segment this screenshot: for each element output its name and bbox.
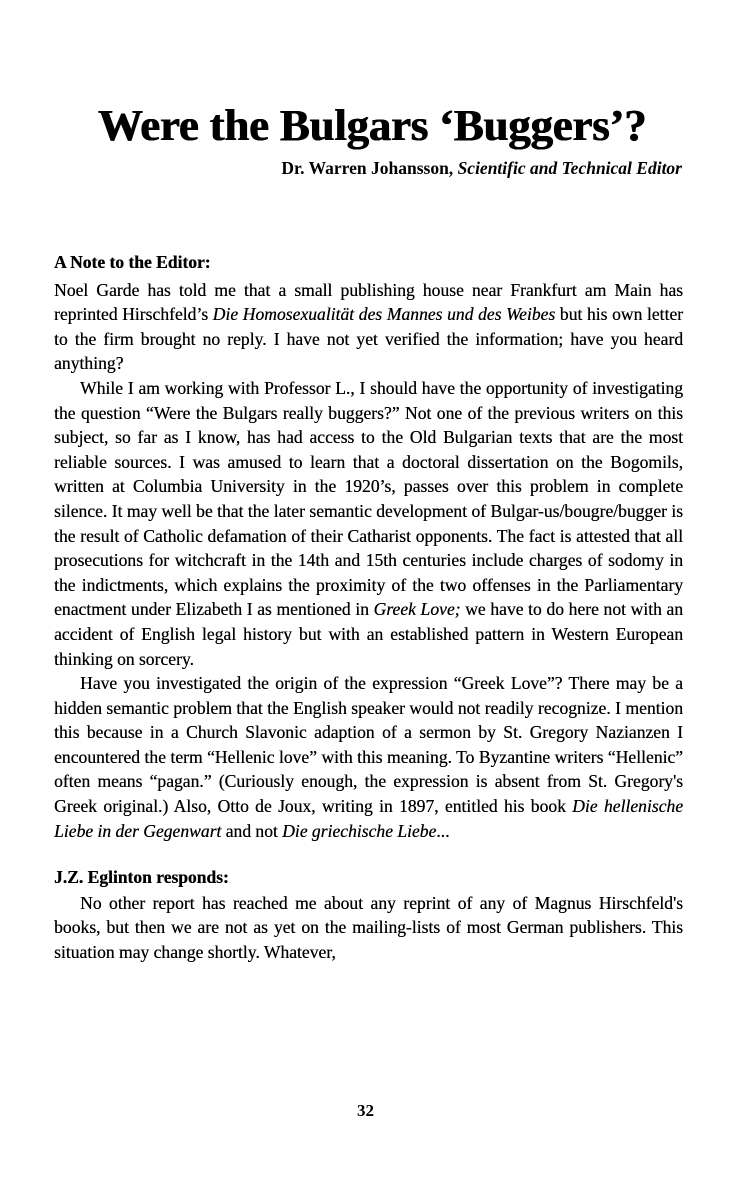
byline-role: Scientific and Technical Editor — [457, 158, 682, 178]
page-title: Were the Bulgars ‘Buggers’? — [98, 101, 647, 151]
text-run: but his own letter to the firm brought no reply. I have not yet verified the information; have you heard anything? — [54, 304, 684, 374]
byline-author: Dr. Warren Johansson, — [281, 158, 454, 178]
byline — [54, 157, 682, 179]
paragraph — [54, 671, 683, 843]
text-run: Have you investigated the origin of the expression “Greek Love”? There may be a hidden semantic problem that the English speaker would not readily recognize. I mention this because in a Church Slavonic adaption of a sermon by St. Gregory Nazianzen I encountered the term “Hellenic love” with this meaning. To Byzantine writers “Hellenic” often means “pagan.” (Curiously enough, the expression is absent from St. Gregory's Greek original.) Also, Otto de Joux, writing in 1897, entitled his book — [54, 673, 683, 817]
italic-run: Greek Love; — [373, 599, 461, 620]
section-heading-eglinton-responds: J.Z. Eglinton responds: — [54, 867, 229, 888]
italic-run: Die hellenische Liebe in der Gegenwart — [54, 796, 683, 841]
text-run: we have to do here not with an accident of English legal history but with an established pattern in Western European thinking on sorcery. — [54, 599, 683, 669]
body-column — [54, 250, 683, 965]
text-run: ... — [436, 820, 450, 841]
italic-run: Die griechische Liebe — [282, 820, 437, 841]
text-run: and not — [221, 820, 283, 841]
paragraph — [54, 376, 683, 671]
text-run: Noel Garde has told me that a small publishing house near Frankfurt am Main has reprinted Hirschfeld’s — [54, 279, 683, 325]
section-heading-note-to-editor: A Note to the Editor: — [54, 252, 211, 272]
paragraph — [54, 891, 683, 965]
text-run: While I am working with Professor L., I should have the opportunity of investigating the question “Were the Bulgars really buggers?” Not one of the previous writers on this subject, so far as I know, has had access to the Old Bulgarian texts that are the most reliable sources. I was amused to learn that a doctoral dissertation on the Bogomils, written at Columbia University in the 1920’s, passes over this problem in complete silence. It may well be that the later semantic development of Bulgar-us/bougre/bugger is the result of Catholic defamation of their Catharist opponents. The fact is attested that all prosecutions for witchcraft in the 14th and 15th centuries include charges of sodomy in the indictments, which explains the proximity of the two offenses in the Parliamentary enactment under Elizabeth I as mentioned in — [54, 377, 683, 620]
text-run: No other report has reached me about any reprint of any of Magnus Hirschfeld's books, but then we are not as yet on the mailing-lists of most German publishers. This situation may change shortly. Whatever, — [54, 892, 683, 963]
italic-run: Die Homosexualität des Mannes und des Weibes — [212, 304, 556, 325]
page-number: 32 — [357, 1101, 374, 1120]
paragraph — [54, 278, 683, 376]
